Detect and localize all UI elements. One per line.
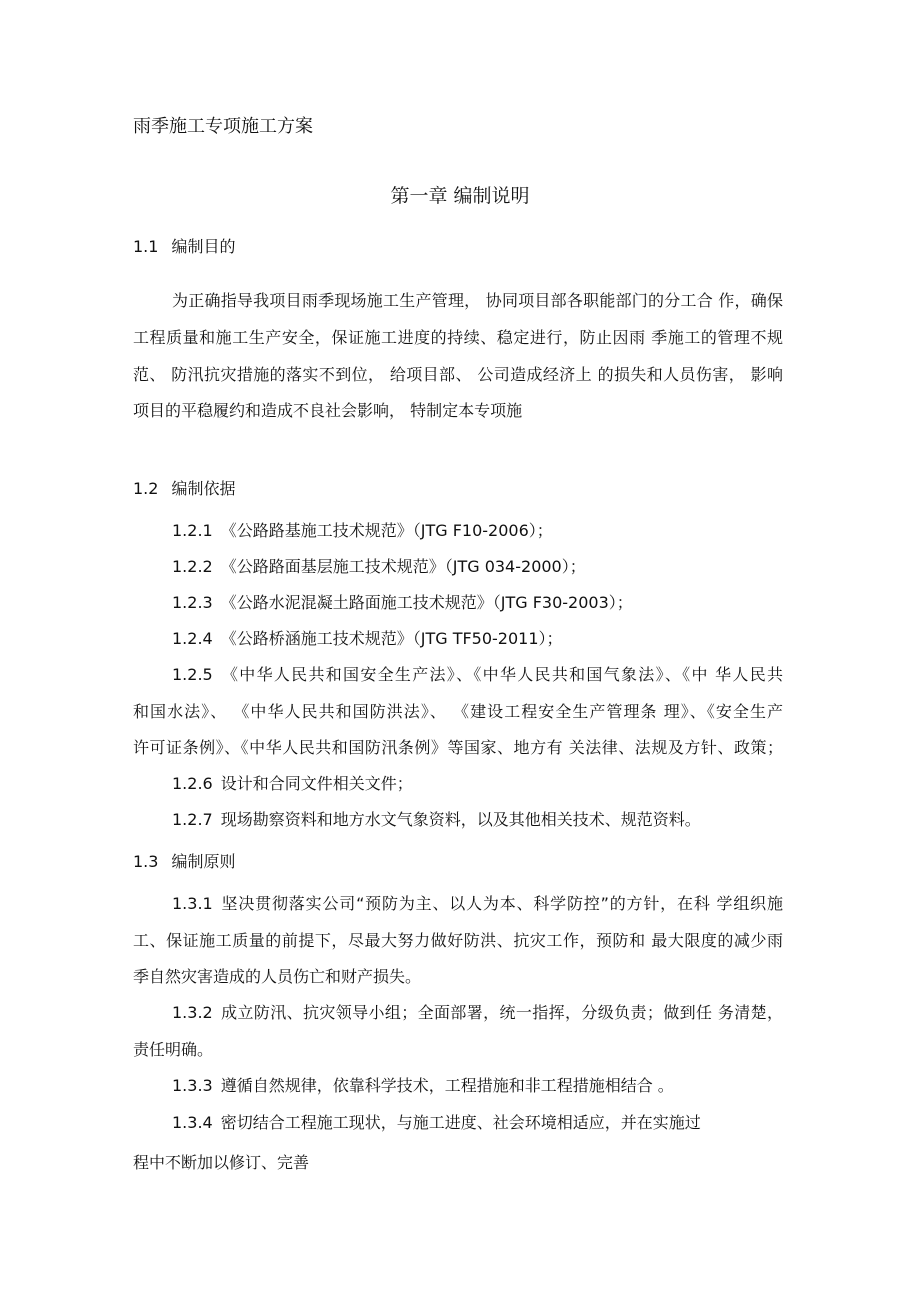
item-number: 1.3.4 (172, 1113, 213, 1132)
principle-1-3-4-line-1 (172, 1113, 701, 1133)
basis-item (172, 629, 563, 649)
item-text: 现场勘察资料和地方水文气象资料，以及其他相关技术、规范资料。 (220, 810, 701, 829)
item-number: 1.3.2 (172, 1003, 213, 1022)
item-number: 1.2.2 (172, 557, 213, 576)
item-text: 《公路路面基层施工技术规范》（JTG 034-2000）； (220, 557, 586, 576)
chapter-heading: 第一章 编制说明 (390, 185, 530, 207)
item-text: 《公路路基施工技术规范》（JTG F10-2006）； (220, 521, 553, 540)
item-number: 1.2.5 (172, 665, 213, 684)
section-title: 编制目的 (171, 237, 236, 256)
section-number: 1.1 (133, 237, 159, 256)
item-number: 1.2.7 (172, 810, 213, 829)
purpose-line-3: 范、 防汛抗灾措施的落实不到位， 给项目部、 公司造成经济上 的损失和人员伤害， 影响 (133, 365, 783, 384)
basis-item-1-2-5-line-2: 和国水法》、 《中华人民共和国防洪法》、 《建设工程安全生产管理条 理》、《安全生产 (133, 702, 783, 721)
item-text: 坚决贯彻落实公司“预防为主、以人为本、科学防控”的方针，在科 学组织施 (220, 894, 783, 913)
principle-1-3-2-line-1 (172, 1003, 783, 1023)
item-text: 遵循自然规律，依靠科学技术，工程措施和非工程措施相结合 。 (220, 1076, 674, 1095)
item-number: 1.3.3 (172, 1076, 213, 1095)
item-text: 密切结合工程施工现状，与施工进度、社会环境相适应，并在实施过 (220, 1113, 701, 1132)
item-number: 1.2.6 (172, 774, 213, 793)
section-heading-1-3 (133, 852, 236, 872)
item-text: 设计和合同文件相关文件； (220, 774, 413, 793)
section-title: 编制原则 (171, 852, 236, 871)
principle-1-3-1-line-1 (172, 894, 783, 914)
basis-item (172, 521, 553, 541)
item-number: 1.3.1 (172, 894, 213, 913)
basis-item-1-2-5-line-1 (172, 665, 783, 685)
section-heading-1-2 (133, 479, 236, 499)
section-number: 1.3 (133, 852, 159, 871)
principle-1-3-3 (172, 1076, 674, 1096)
basis-item-1-2-5-line-3: 许可证条例》、《中华人民共和国防汛条例》等国家、地方有 关法律、法规及方针、政策； (133, 738, 783, 757)
principle-1-3-2-line-2: 责任明确。 (133, 1040, 214, 1059)
basis-item (172, 774, 413, 794)
document-title: 雨季施工专项施工方案 (133, 116, 313, 137)
item-text: 成立防汛、抗灾领导小组；全面部署，统一指挥，分级负责；做到任 务清楚， (220, 1003, 783, 1022)
item-number: 1.2.3 (172, 593, 213, 612)
item-text: 《公路桥涵施工技术规范》（JTG TF50-2011）； (220, 629, 563, 648)
section-number: 1.2 (133, 479, 159, 498)
item-number: 1.2.1 (172, 521, 213, 540)
item-text: 《公路水泥混凝土路面施工技术规范》（JTG F30-2003）； (220, 593, 633, 612)
basis-item (172, 810, 701, 830)
purpose-line-2: 工程质量和施工生产安全，保证施工进度的持续、稳定进行，防止因雨 季施工的管理不规 (133, 328, 783, 347)
basis-item (172, 593, 633, 613)
section-heading-1-1 (133, 237, 236, 257)
item-number: 1.2.4 (172, 629, 213, 648)
basis-item (172, 557, 586, 577)
item-text: 《中华人民共和国安全生产法》、《中华人民共和国气象法》、《中 华人民共 (220, 665, 783, 684)
purpose-line-4: 项目的平稳履约和造成不良社会影响， 特制定本专项施 (133, 401, 523, 420)
section-title: 编制依据 (171, 479, 236, 498)
principle-1-3-1-line-3: 季自然灾害造成的人员伤亡和财产损失。 (133, 967, 422, 986)
purpose-line-1: 为正确指导我项目雨季现场施工生产管理， 协同项目部各职能部门的分工合 作，确保 (172, 291, 783, 310)
principle-1-3-1-line-2: 工、保证施工质量的前提下，尽最大努力做好防洪、抗灾工作，预防和 最大限度的减少雨 (133, 931, 783, 950)
principle-1-3-4-line-2: 程中不断加以修订、完善 (133, 1153, 310, 1172)
